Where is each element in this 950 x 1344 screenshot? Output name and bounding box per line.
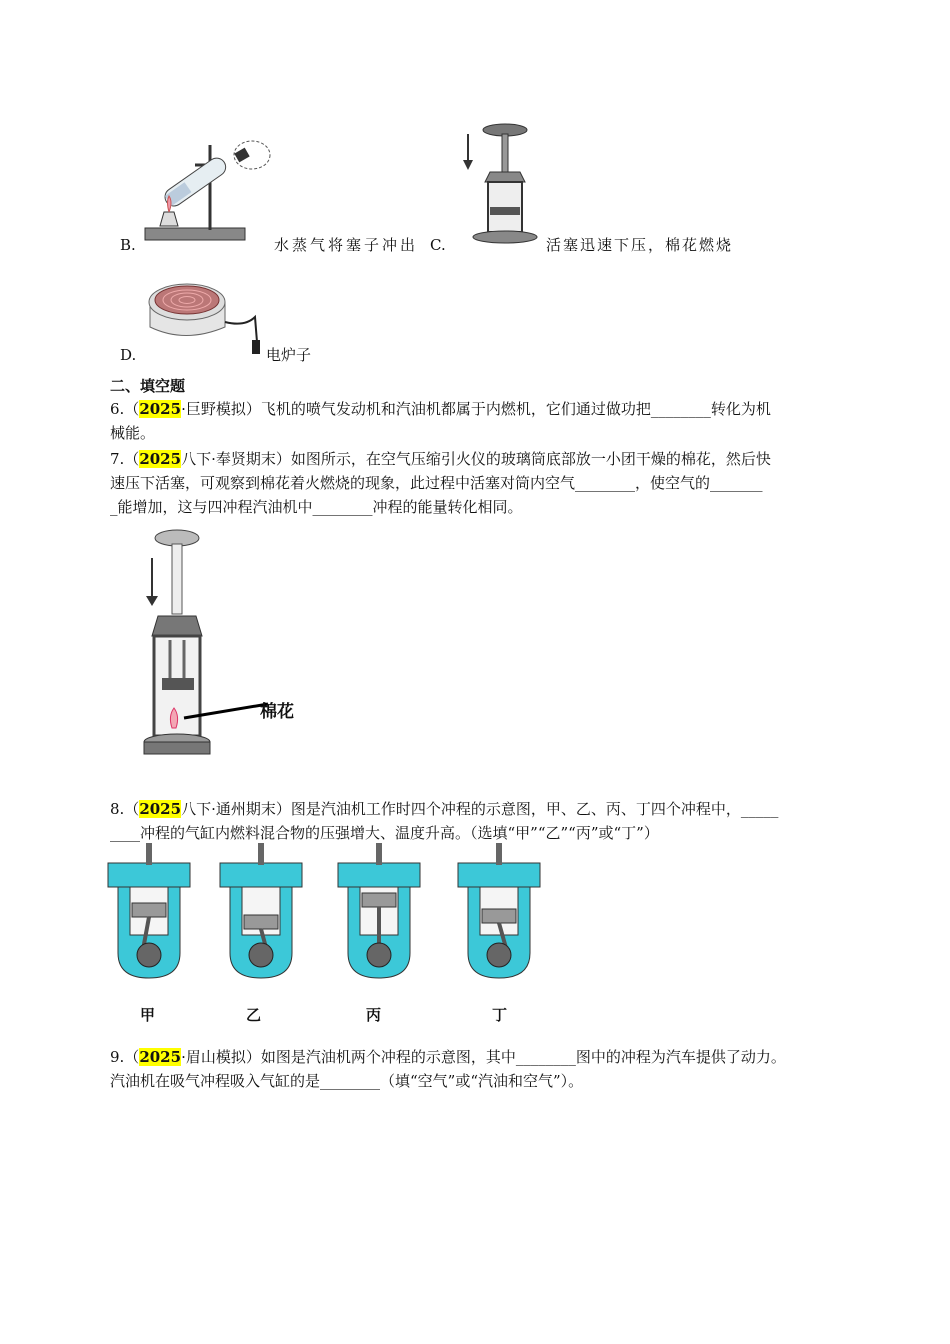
q7-number: 7.（ (110, 450, 140, 468)
q7-source: 八下·奉贤期末） (181, 450, 291, 468)
steam-pushes-stopper-figure (140, 130, 270, 245)
q6-text: 飞机的喷气发动机和汽油机都属于内燃机，它们通过做功把________转化为机 (260, 400, 771, 418)
fire-piston-figure-small (460, 122, 550, 247)
question-6-line1 (110, 398, 771, 420)
question-7-line1 (110, 448, 771, 470)
question-8-line2: ____冲程的气缸内燃料混合物的压强增大、温度升高。（选填“甲”“乙”“丙”或“丁”） (110, 824, 659, 842)
question-9-line2: 汽油机在吸气冲程吸入气缸的是________（填“空气”或“汽油和空气”）。 (110, 1072, 584, 1090)
q7-year-badge: 2025 (139, 450, 182, 468)
option-d-letter: D. (120, 346, 137, 364)
q6-year-badge: 2025 (139, 400, 182, 418)
electric-stove-figure (145, 272, 270, 357)
engine-stroke-bing (338, 843, 420, 983)
option-b-letter: B. (120, 236, 136, 254)
section-title: 二、填空题 (110, 377, 186, 395)
engine-label-jia: 甲 (140, 1006, 156, 1024)
option-c-text: 活塞迅速下压，棉花燃烧 (546, 236, 734, 254)
question-8-line1 (110, 798, 778, 820)
engine-label-yi: 乙 (246, 1006, 262, 1024)
q8-year-badge: 2025 (139, 800, 182, 818)
question-6-line2: 械能。 (110, 424, 156, 442)
q9-number: 9.（ (110, 1048, 140, 1066)
engine-label-ding: 丁 (492, 1006, 508, 1024)
fire-piston-figure (140, 528, 310, 763)
q8-number: 8.（ (110, 800, 140, 818)
q7-text: 如图所示，在空气压缩引火仪的玻璃筒底部放一小团干燥的棉花，然后快 (290, 450, 771, 468)
question-7-line2: 速压下活塞，可观察到棉花着火燃烧的现象，此过程中活塞对筒内空气________，使空气的_______ (110, 474, 763, 492)
q9-year-badge: 2025 (139, 1048, 182, 1066)
q6-number: 6.（ (110, 400, 140, 418)
engine-stroke-jia (108, 843, 190, 983)
engine-stroke-yi (220, 843, 302, 983)
engine-label-bing: 丙 (366, 1006, 382, 1024)
question-9-line1 (110, 1046, 786, 1068)
q8-text: 图是汽油机工作时四个冲程的示意图，甲、乙、丙、丁四个冲程中，_____ (290, 800, 779, 818)
question-7-line3: _能增加，这与四冲程汽油机中________冲程的能量转化相同。 (110, 498, 523, 516)
option-b-text: 水蒸气将塞子冲出 (274, 236, 419, 254)
option-d-text: 电炉子 (266, 346, 312, 364)
cotton-label: 棉花 (260, 702, 294, 722)
q9-source: ·眉山模拟） (181, 1048, 261, 1066)
q8-source: 八下·通州期末） (181, 800, 291, 818)
q9-text: 如图是汽油机两个冲程的示意图，其中________图中的冲程为汽车提供了动力。 (260, 1048, 786, 1066)
option-c-letter: C. (430, 236, 446, 254)
q6-source: ·巨野模拟） (181, 400, 261, 418)
engine-stroke-ding (458, 843, 540, 983)
